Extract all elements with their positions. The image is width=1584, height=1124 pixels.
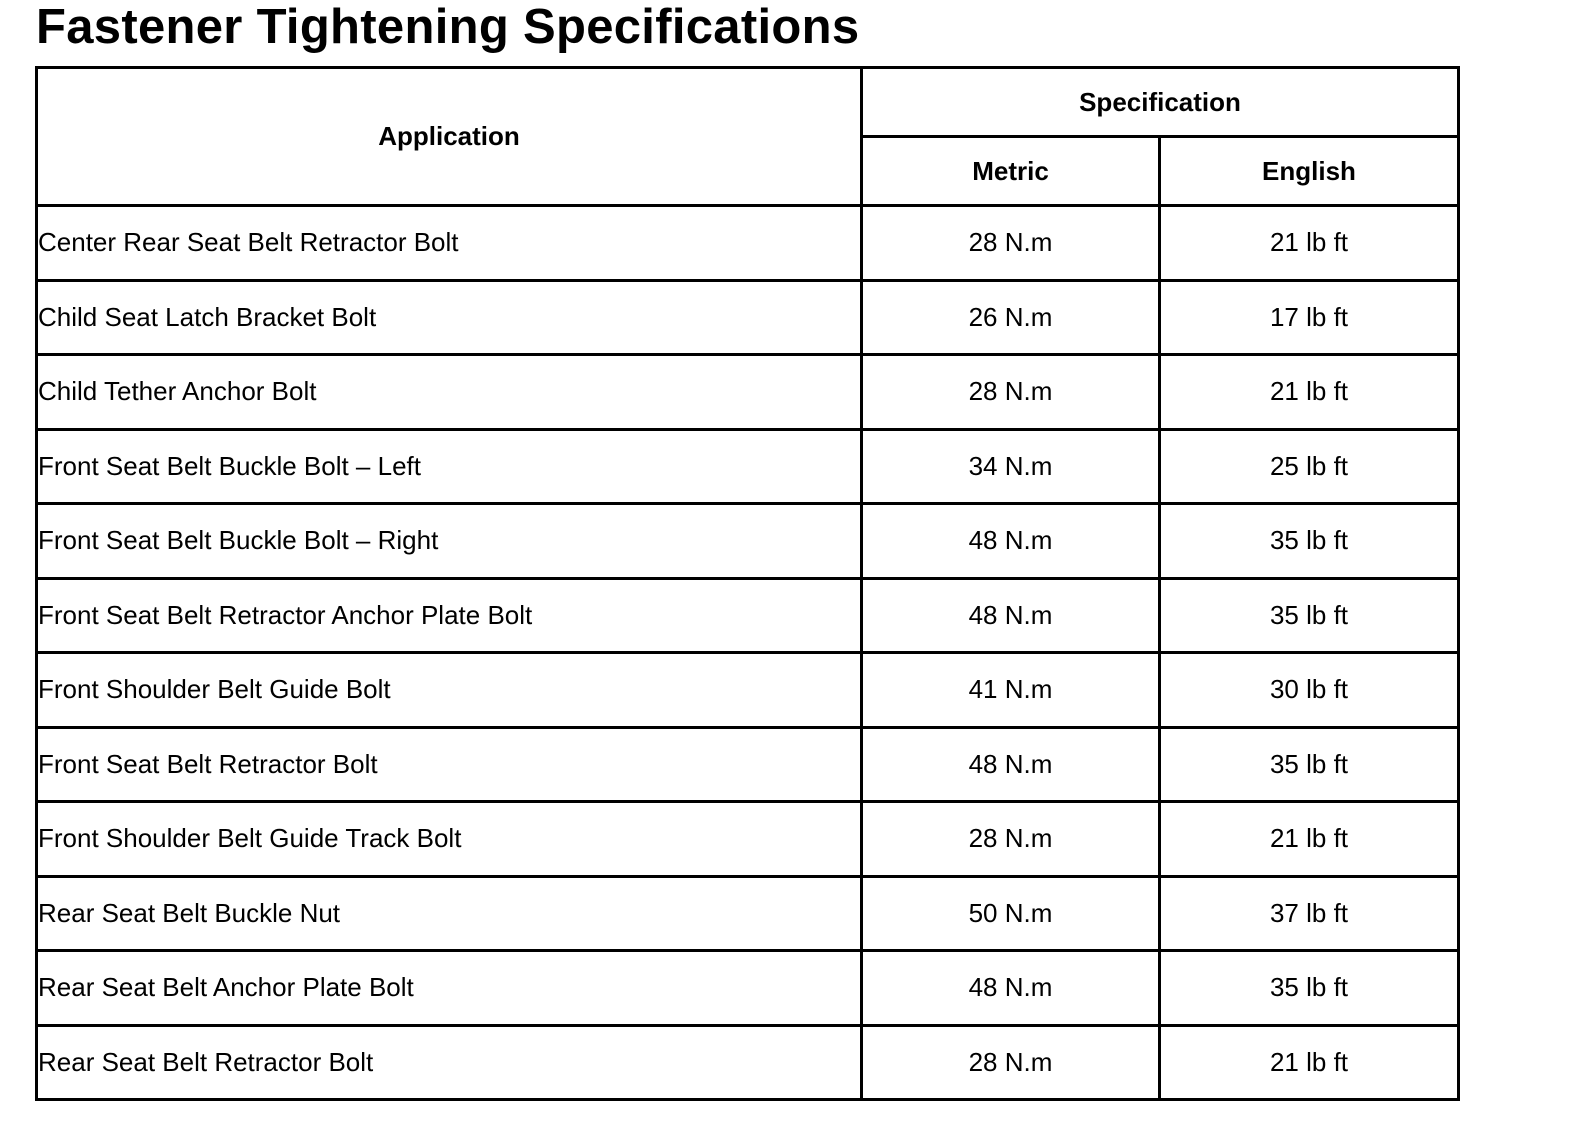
table-header [37, 68, 1459, 206]
metric-cell: 50 N.m [862, 876, 1160, 951]
table-row [37, 1025, 1459, 1100]
specifications-table [35, 66, 1460, 1101]
metric-cell: 28 N.m [862, 802, 1160, 877]
metric-cell: 48 N.m [862, 504, 1160, 579]
header-row-top [37, 68, 1459, 137]
english-cell: 30 lb ft [1160, 653, 1459, 728]
english-cell: 21 lb ft [1160, 206, 1459, 281]
application-cell: Rear Seat Belt Retractor Bolt [37, 1025, 862, 1100]
table-row [37, 802, 1459, 877]
application-cell: Front Seat Belt Buckle Bolt – Right [37, 504, 862, 579]
english-cell: 35 lb ft [1160, 727, 1459, 802]
metric-cell: 48 N.m [862, 578, 1160, 653]
english-cell: 35 lb ft [1160, 504, 1459, 579]
column-header-application: Application [37, 68, 862, 206]
english-cell: 37 lb ft [1160, 876, 1459, 951]
english-cell: 25 lb ft [1160, 429, 1459, 504]
column-header-english: English [1160, 137, 1459, 206]
english-cell: 21 lb ft [1160, 802, 1459, 877]
english-cell: 17 lb ft [1160, 280, 1459, 355]
metric-cell: 34 N.m [862, 429, 1160, 504]
metric-cell: 26 N.m [862, 280, 1160, 355]
english-cell: 21 lb ft [1160, 355, 1459, 430]
table-row [37, 876, 1459, 951]
application-cell: Child Tether Anchor Bolt [37, 355, 862, 430]
application-cell: Front Shoulder Belt Guide Track Bolt [37, 802, 862, 877]
english-cell: 35 lb ft [1160, 578, 1459, 653]
table-row [37, 951, 1459, 1026]
table-row [37, 653, 1459, 728]
table-row [37, 280, 1459, 355]
metric-cell: 48 N.m [862, 951, 1160, 1026]
table-row [37, 429, 1459, 504]
english-cell: 21 lb ft [1160, 1025, 1459, 1100]
page-title: Fastener Tightening Specifications [36, 0, 860, 54]
metric-cell: 28 N.m [862, 206, 1160, 281]
table-body [37, 206, 1459, 1100]
table-row [37, 578, 1459, 653]
table-row [37, 504, 1459, 579]
table-row [37, 727, 1459, 802]
table-row [37, 206, 1459, 281]
metric-cell: 28 N.m [862, 355, 1160, 430]
application-cell: Front Seat Belt Retractor Bolt [37, 727, 862, 802]
application-cell: Rear Seat Belt Anchor Plate Bolt [37, 951, 862, 1026]
application-cell: Center Rear Seat Belt Retractor Bolt [37, 206, 862, 281]
metric-cell: 41 N.m [862, 653, 1160, 728]
table-row [37, 355, 1459, 430]
application-cell: Front Seat Belt Buckle Bolt – Left [37, 429, 862, 504]
column-header-specification: Specification [862, 68, 1459, 137]
column-header-metric: Metric [862, 137, 1160, 206]
application-cell: Rear Seat Belt Buckle Nut [37, 876, 862, 951]
metric-cell: 48 N.m [862, 727, 1160, 802]
metric-cell: 28 N.m [862, 1025, 1160, 1100]
application-cell: Front Seat Belt Retractor Anchor Plate Bolt [37, 578, 862, 653]
application-cell: Child Seat Latch Bracket Bolt [37, 280, 862, 355]
english-cell: 35 lb ft [1160, 951, 1459, 1026]
application-cell: Front Shoulder Belt Guide Bolt [37, 653, 862, 728]
